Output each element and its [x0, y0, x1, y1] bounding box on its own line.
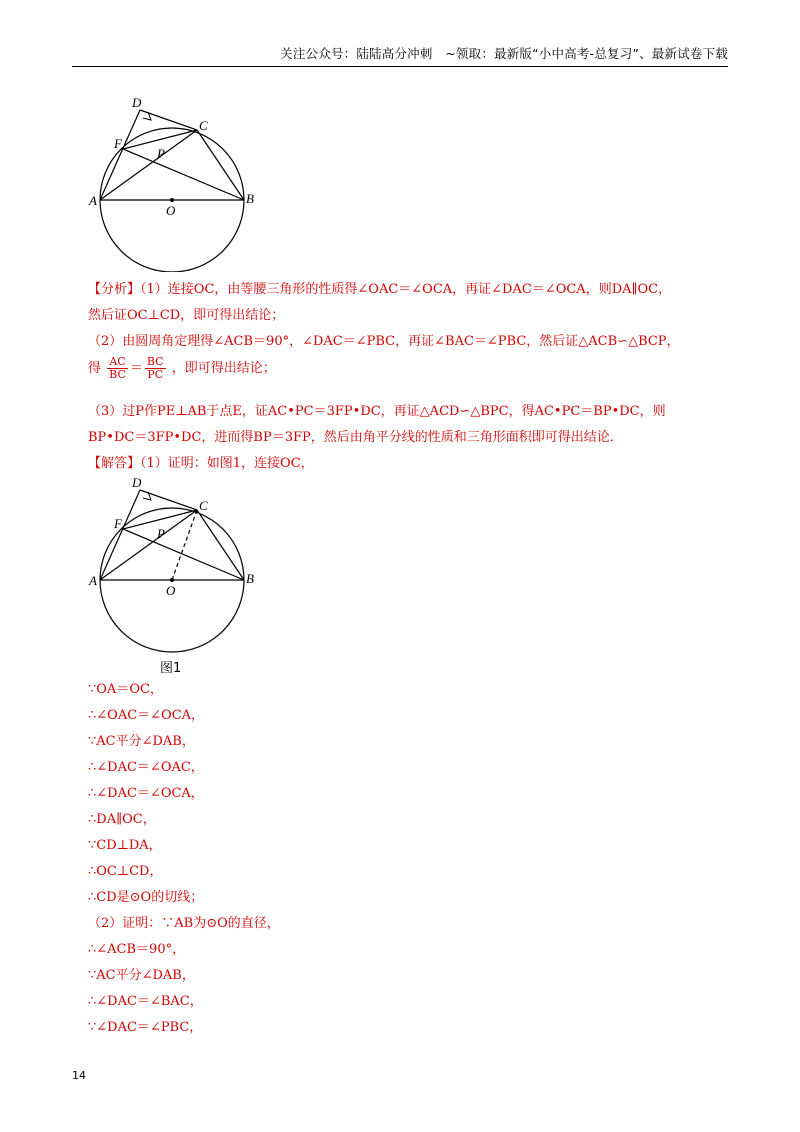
solution-step: ∵CD⊥DA， — [88, 838, 162, 853]
solution-step: ∵AC平分∠DAB， — [88, 968, 195, 983]
solution-step: ∴CD是⊙O的切线； — [88, 890, 204, 905]
solution-step: ∴∠DAC＝∠BAC， — [88, 994, 203, 1009]
label-O: O — [166, 583, 176, 598]
solution-intro: 【解答】（1）证明：如图1，连接OC， — [88, 456, 314, 471]
solution-tag: 【解答】 — [88, 456, 141, 471]
geometry-figure-top — [85, 92, 265, 272]
geometry-figure-1 — [85, 472, 265, 657]
label-O: O — [166, 203, 176, 218]
label-D: D — [132, 475, 142, 490]
solution-step: ∵AC平分∠DAB， — [88, 734, 195, 749]
label-A: A — [89, 573, 97, 588]
page-number: 14 — [72, 1069, 86, 1082]
solution-step: ∴∠OAC＝∠OCA， — [88, 708, 205, 723]
analysis-tag: 【分析】 — [88, 282, 141, 297]
label-C: C — [199, 118, 208, 133]
solution-step: ∵OA＝OC， — [88, 682, 163, 697]
label-B: B — [246, 571, 254, 586]
analysis-line-1: 【分析】（1）连接OC，由等腰三角形的性质得∠OAC＝∠OCA，再证∠DAC＝∠OCA，则DA∥OC， — [88, 282, 672, 297]
header-text: 关注公众号：陆陆高分冲刺 ~领取：最新版“小中高考-总复习”、最新试卷下载 — [280, 46, 728, 61]
label-P: P — [157, 526, 165, 541]
solution-step: （2）证明：∵AB为⊙O的直径， — [88, 916, 280, 931]
analysis-line-5: （3）过P作PE⊥AB于点E，证AC•PC＝3FP•DC，再证△ACD∽△BPC，得AC•PC＝BP•DC，则 — [88, 404, 666, 419]
page-header — [72, 44, 728, 67]
solution-step: ∴∠ACB＝90°， — [88, 942, 186, 957]
analysis-line-4: 得 $\frac{AC}{BC}$ ＝ $\frac{BC}{PC}$ ，即可得出结论； — [88, 355, 276, 381]
analysis-line-2: 然后证OC⊥CD，即可得出结论； — [88, 308, 285, 323]
label-B: B — [246, 191, 254, 206]
solution-step: ∴∠DAC＝∠OAC， — [88, 760, 204, 775]
analysis-line-6: BP•DC＝3FP•DC，进而得BP＝3FP，然后由角平分线的性质和三角形面积即可得出结论． — [88, 430, 623, 445]
figure-1-caption: 图1 — [160, 661, 182, 676]
fraction-bc-pc: $\frac{BC}{PC}$ — [146, 355, 164, 381]
label-A: A — [89, 193, 97, 208]
label-C: C — [199, 498, 208, 513]
label-P: P — [157, 146, 165, 161]
solution-step: ∴OC⊥CD， — [88, 864, 163, 879]
solution-step: ∵∠DAC＝∠PBC， — [88, 1020, 203, 1035]
label-F: F — [114, 516, 122, 531]
solution-step: ∴∠DAC＝∠OCA， — [88, 786, 204, 801]
solution-step: ∴DA∥OC， — [88, 812, 156, 827]
fraction-ac-bc: $\frac{AC}{BC}$ — [109, 355, 126, 381]
label-D: D — [132, 95, 142, 110]
label-F: F — [114, 136, 122, 151]
analysis-line-3: （2）由圆周角定理得∠ACB＝90°，∠DAC＝∠PBC，再证∠BAC＝∠PBC，然后证△ACB∽△BCP， — [88, 334, 680, 349]
